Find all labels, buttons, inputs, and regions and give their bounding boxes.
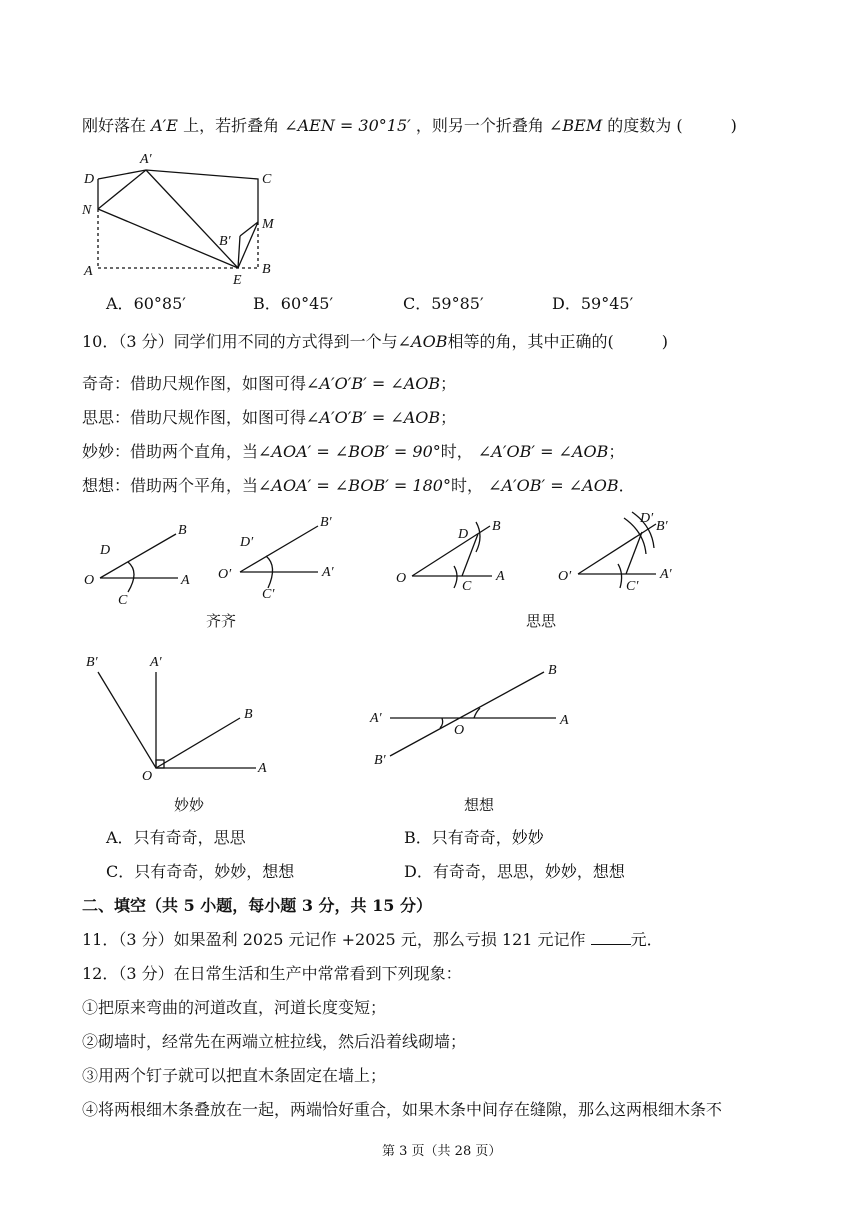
q10-line-qiqi-end: ； — [440, 374, 457, 393]
q10-option-c-text: 只有奇奇，妙妙，想想 — [134, 862, 295, 881]
svg-text:D: D — [100, 543, 111, 558]
q10-line-xiangxiang-end: ． — [618, 476, 635, 495]
q9-label-e: E — [233, 273, 242, 288]
q9-label-bp: B′ — [219, 234, 231, 249]
q10-line-miaomiao-expr2: ∠A′OB′ = ∠AOB — [477, 442, 609, 461]
q10-option-d[interactable] — [404, 862, 625, 882]
q10-figure-qiqi — [78, 512, 358, 612]
svg-text:B: B — [244, 707, 253, 722]
q11-text-b: 元． — [630, 930, 663, 949]
q9-label-a: A — [84, 264, 93, 279]
svg-text:O′: O′ — [218, 567, 232, 582]
q9-option-b-letter: B． — [253, 294, 281, 313]
svg-text:C: C — [118, 593, 128, 608]
q12-item-1: ①把原来弯曲的河道改直，河道长度变短； — [82, 998, 387, 1017]
svg-text:O: O — [454, 723, 465, 738]
q10-option-a-text: 只有奇奇，思思 — [133, 828, 246, 847]
svg-text:B′: B′ — [86, 655, 98, 670]
svg-text:O: O — [396, 571, 407, 586]
q9-option-c-letter: C． — [403, 294, 432, 313]
svg-text:B′: B′ — [320, 515, 332, 530]
q10-option-d-text: 有奇奇，思思，妙妙，想想 — [432, 862, 625, 881]
svg-text:O′: O′ — [558, 569, 572, 584]
q9-option-a-letter: A． — [106, 294, 134, 313]
q9-label-n: N — [82, 203, 92, 218]
q10-line-miaomiao — [82, 442, 624, 462]
q9-stem-e: ，则另一个折叠角 — [415, 116, 544, 135]
q9-label-m: M — [262, 217, 274, 232]
q11-text-a: 11．（3 分）如果盈利 2025 元记作 +2025 元，那么亏损 121 元记作 — [82, 930, 586, 949]
page-footer: 第 3 页（共 28 页） — [382, 1144, 502, 1159]
svg-text:A′: A′ — [660, 567, 672, 582]
q10-caption-xiangxiang: 想想 — [464, 796, 495, 814]
q10-line-xiangxiang-mid: 时， — [450, 476, 483, 495]
q9-label-c: C — [262, 172, 272, 187]
q10-option-b-text: 只有奇奇，妙妙 — [431, 828, 544, 847]
svg-text:C′: C′ — [262, 587, 275, 602]
svg-text:A′: A′ — [322, 565, 334, 580]
svg-text:O: O — [84, 573, 95, 588]
q9-label-ap: A′ — [140, 152, 152, 167]
q10-stem-text: 10．（3 分）同学们用不同的方式得到一个与 — [82, 332, 398, 351]
q10-line-qiqi-who: 奇奇：借助尺规作图，如图可得 — [82, 374, 307, 393]
q9-label-d: D — [84, 172, 95, 187]
q9-stem — [82, 116, 737, 136]
q9-label-b: B — [262, 262, 271, 277]
svg-text:A′: A′ — [150, 655, 162, 670]
q10-caption-miaomiao: 妙妙 — [174, 796, 205, 814]
q10-line-xiangxiang-expr2: ∠A′OB′ = ∠AOB — [488, 476, 619, 495]
q9-paren: ( ) — [676, 116, 737, 135]
q10-option-d-letter: D． — [404, 862, 433, 881]
q12-item-4: ④将两根细木条叠放在一起，两端恰好重合，如果木条中间存在缝隙，那么这两根细木条不 — [82, 1100, 723, 1119]
section2-title — [82, 896, 432, 916]
svg-text:B: B — [178, 523, 187, 538]
q9-option-b[interactable] — [253, 294, 333, 314]
q10-line-xiangxiang-expr: ∠AOA′ = ∠BOB′ = 180° — [258, 476, 451, 495]
q10-line-xiangxiang-who: 想想：借助两个平角，当 — [82, 476, 259, 495]
q10-line-miaomiao-who: 妙妙：借助两个直角，当 — [82, 442, 259, 461]
svg-text:C: C — [462, 579, 472, 594]
q10-line-miaomiao-mid: 时， — [440, 442, 473, 461]
q10-line-miaomiao-end: ； — [608, 442, 625, 461]
q10-line-miaomiao-expr: ∠AOA′ = ∠BOB′ = 90° — [258, 442, 441, 461]
q9-option-d-text: 59°45′ — [580, 294, 634, 313]
svg-text:B: B — [492, 519, 501, 534]
q10-option-b-letter: B． — [404, 828, 432, 847]
svg-text:B′: B′ — [374, 753, 386, 768]
q10-line-sisi — [82, 408, 456, 428]
q10-caption-sisi: 思思 — [526, 612, 557, 630]
svg-text:A′: A′ — [370, 711, 382, 726]
q10-option-c[interactable] — [106, 862, 294, 882]
q9-line-na — [98, 170, 146, 209]
q10-figure-xiangxiang — [366, 656, 586, 776]
q12-item-3: ③用两个钉子就可以把直木条固定在墙上； — [82, 1066, 387, 1085]
q9-stem-c: 上，若折叠角 — [183, 116, 280, 135]
q9-option-a-text: 60°85′ — [133, 294, 186, 313]
q9-line-ae — [146, 170, 238, 268]
svg-text:A: A — [560, 713, 569, 728]
q9-stem-a: 刚好落在 — [82, 116, 147, 135]
q10-stem-tail: 相等的角，其中正确的 — [447, 332, 608, 351]
svg-text:A: A — [181, 573, 190, 588]
q10-line-xiangxiang — [82, 476, 635, 496]
svg-text:B: B — [548, 663, 557, 678]
svg-text:D′: D′ — [240, 535, 254, 550]
svg-text:A: A — [496, 569, 505, 584]
q9-stem-d: ∠AEN = 30°15′ — [284, 116, 411, 135]
q10-figure-miaomiao — [80, 650, 280, 790]
section2-title-text: 二、填空（共 5 小题，每小题 3 分，共 15 分） — [82, 896, 432, 915]
q9-option-d[interactable] — [552, 294, 633, 314]
q10-line-qiqi — [82, 374, 456, 394]
q12-stem: 12．（3 分）在日常生活和生产中常常看到下列现象： — [82, 964, 462, 983]
q9-option-b-text: 60°45′ — [280, 294, 334, 313]
q10-stem — [82, 332, 668, 352]
q10-option-a[interactable] — [106, 828, 246, 848]
q10-line-sisi-end: ； — [440, 408, 457, 427]
q10-option-c-letter: C． — [106, 862, 135, 881]
q10-stem-angle: ∠AOB — [397, 332, 448, 351]
q10-option-a-letter: A． — [106, 828, 134, 847]
q10-figure-sisi — [392, 508, 692, 608]
q11-answer-blank[interactable] — [591, 930, 631, 945]
q9-stem-g: 的度数为 — [607, 116, 672, 135]
q9-line-ne — [98, 209, 238, 268]
q9-stem-b: A′E — [151, 116, 178, 135]
q10-line-sisi-expr: ∠A′O′B′ = ∠AOB — [306, 408, 441, 427]
q9-rect-top — [98, 170, 258, 222]
q9-option-a[interactable] — [106, 294, 186, 314]
q10-caption-qiqi: 齐齐 — [206, 612, 237, 630]
svg-text:D: D — [458, 527, 469, 542]
q9-option-c[interactable] — [403, 294, 484, 314]
q9-option-c-text: 59°85′ — [431, 294, 484, 313]
q11 — [82, 930, 663, 950]
q10-line-qiqi-expr: ∠A′O′B′ = ∠AOB — [306, 374, 441, 393]
svg-text:A: A — [258, 761, 267, 776]
q9-option-d-letter: D． — [552, 294, 581, 313]
q9-line-em — [238, 222, 258, 268]
svg-text:B′: B′ — [656, 519, 668, 534]
svg-text:C′: C′ — [626, 579, 639, 594]
q9-figure — [78, 148, 298, 288]
q10-line-sisi-who: 思思：借助尺规作图，如图可得 — [82, 408, 307, 427]
q9-stem-f: ∠BEM — [548, 116, 603, 135]
q10-paren: ( ) — [607, 332, 668, 351]
q12-item-2: ②砌墙时，经常先在两端立桩拉线，然后沿着线砌墙； — [82, 1032, 467, 1051]
svg-text:O: O — [142, 769, 153, 784]
q10-option-b[interactable] — [404, 828, 544, 848]
svg-text:D′: D′ — [640, 511, 654, 526]
